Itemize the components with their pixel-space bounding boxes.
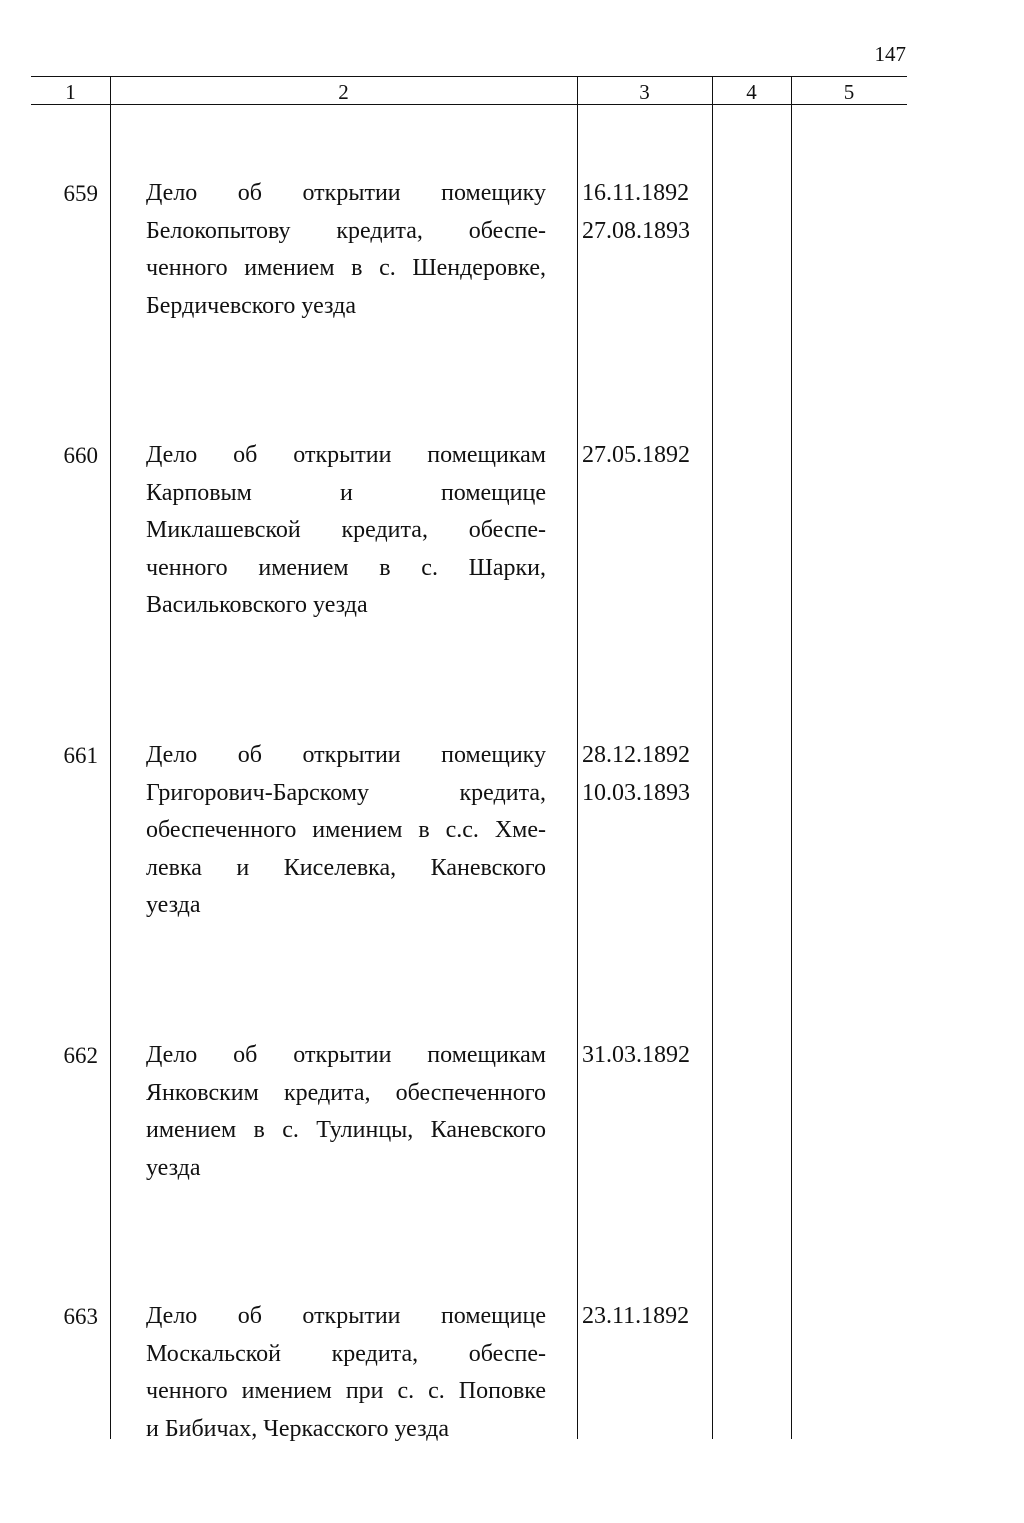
description-line: Дело об открытии помещикам xyxy=(146,1042,546,1068)
column-number-1: 1 xyxy=(65,80,76,104)
row-dates xyxy=(582,437,706,475)
date-value: 23.11.1892 xyxy=(582,1303,690,1329)
description-line: Карповым и помещице xyxy=(146,479,546,506)
description-line: ченного имением в с. Шендеровке, xyxy=(146,255,546,281)
row-dates xyxy=(582,1037,706,1075)
column-divider-1 xyxy=(110,77,111,1439)
description-line: обеспеченного имением в с.с. Хме- xyxy=(146,817,546,843)
date-value: 31.03.1892 xyxy=(582,1042,690,1068)
description-line: Дело об открытии помещику xyxy=(146,180,546,206)
row-number: 661 xyxy=(63,743,98,768)
row-description xyxy=(146,437,546,625)
column-divider-4 xyxy=(791,77,792,1439)
description-line: уезда xyxy=(146,1154,201,1181)
description-line: Григорович-Барскому кредита, xyxy=(146,779,546,806)
description-line: Дело об открытии помещикам xyxy=(146,442,546,468)
description-line: ченного имением при с. с. Поповке xyxy=(146,1378,546,1404)
row-number: 663 xyxy=(63,1304,98,1329)
column-divider-2 xyxy=(577,77,578,1439)
column-divider-3 xyxy=(712,77,713,1439)
column-number-4: 4 xyxy=(746,80,757,104)
description-line: имением в с. Тулинцы, Каневского xyxy=(146,1117,546,1143)
description-line: Миклашевской кредита, обеспе- xyxy=(146,517,546,543)
description-line: уезда xyxy=(146,892,201,918)
column-number-5: 5 xyxy=(843,80,855,104)
row-description xyxy=(146,175,546,325)
description-line: и Бибичах, Черкасского уезда xyxy=(146,1415,449,1442)
row-number: 660 xyxy=(63,443,98,468)
date-value: 27.05.1892 xyxy=(582,442,690,468)
table-top-rule xyxy=(31,76,907,77)
row-dates xyxy=(582,1298,706,1336)
description-line: Васильковского уезда xyxy=(146,592,368,618)
description-line: Дело об открытии помещику xyxy=(146,742,546,768)
row-description xyxy=(146,1037,546,1187)
page-number: 147 xyxy=(874,42,906,66)
row-description xyxy=(146,1298,546,1448)
date-value: 28.12.1892 xyxy=(582,742,690,768)
date-value: 16.11.1892 xyxy=(582,180,690,206)
column-number-3: 3 xyxy=(639,80,650,104)
description-line: ченного имением в с. Шарки, xyxy=(146,554,546,581)
row-number: 662 xyxy=(63,1043,98,1068)
date-value: 10.03.1893 xyxy=(582,779,690,806)
description-line: Янковским кредита, обеспеченного xyxy=(146,1079,546,1106)
row-description xyxy=(146,737,546,925)
description-line: Дело об открытии помещице xyxy=(146,1303,546,1329)
column-number-2: 2 xyxy=(338,80,349,104)
description-line: Белокопытову кредита, обеспе- xyxy=(146,217,546,244)
row-dates xyxy=(582,175,706,250)
date-value: 27.08.1893 xyxy=(582,217,690,244)
description-line: Москальской кредита, обеспе- xyxy=(146,1340,546,1367)
row-dates xyxy=(582,737,706,812)
row-number: 659 xyxy=(63,181,98,206)
description-line: Бердичевского уезда xyxy=(146,292,356,319)
description-line: левка и Киселевка, Каневского xyxy=(146,854,546,881)
